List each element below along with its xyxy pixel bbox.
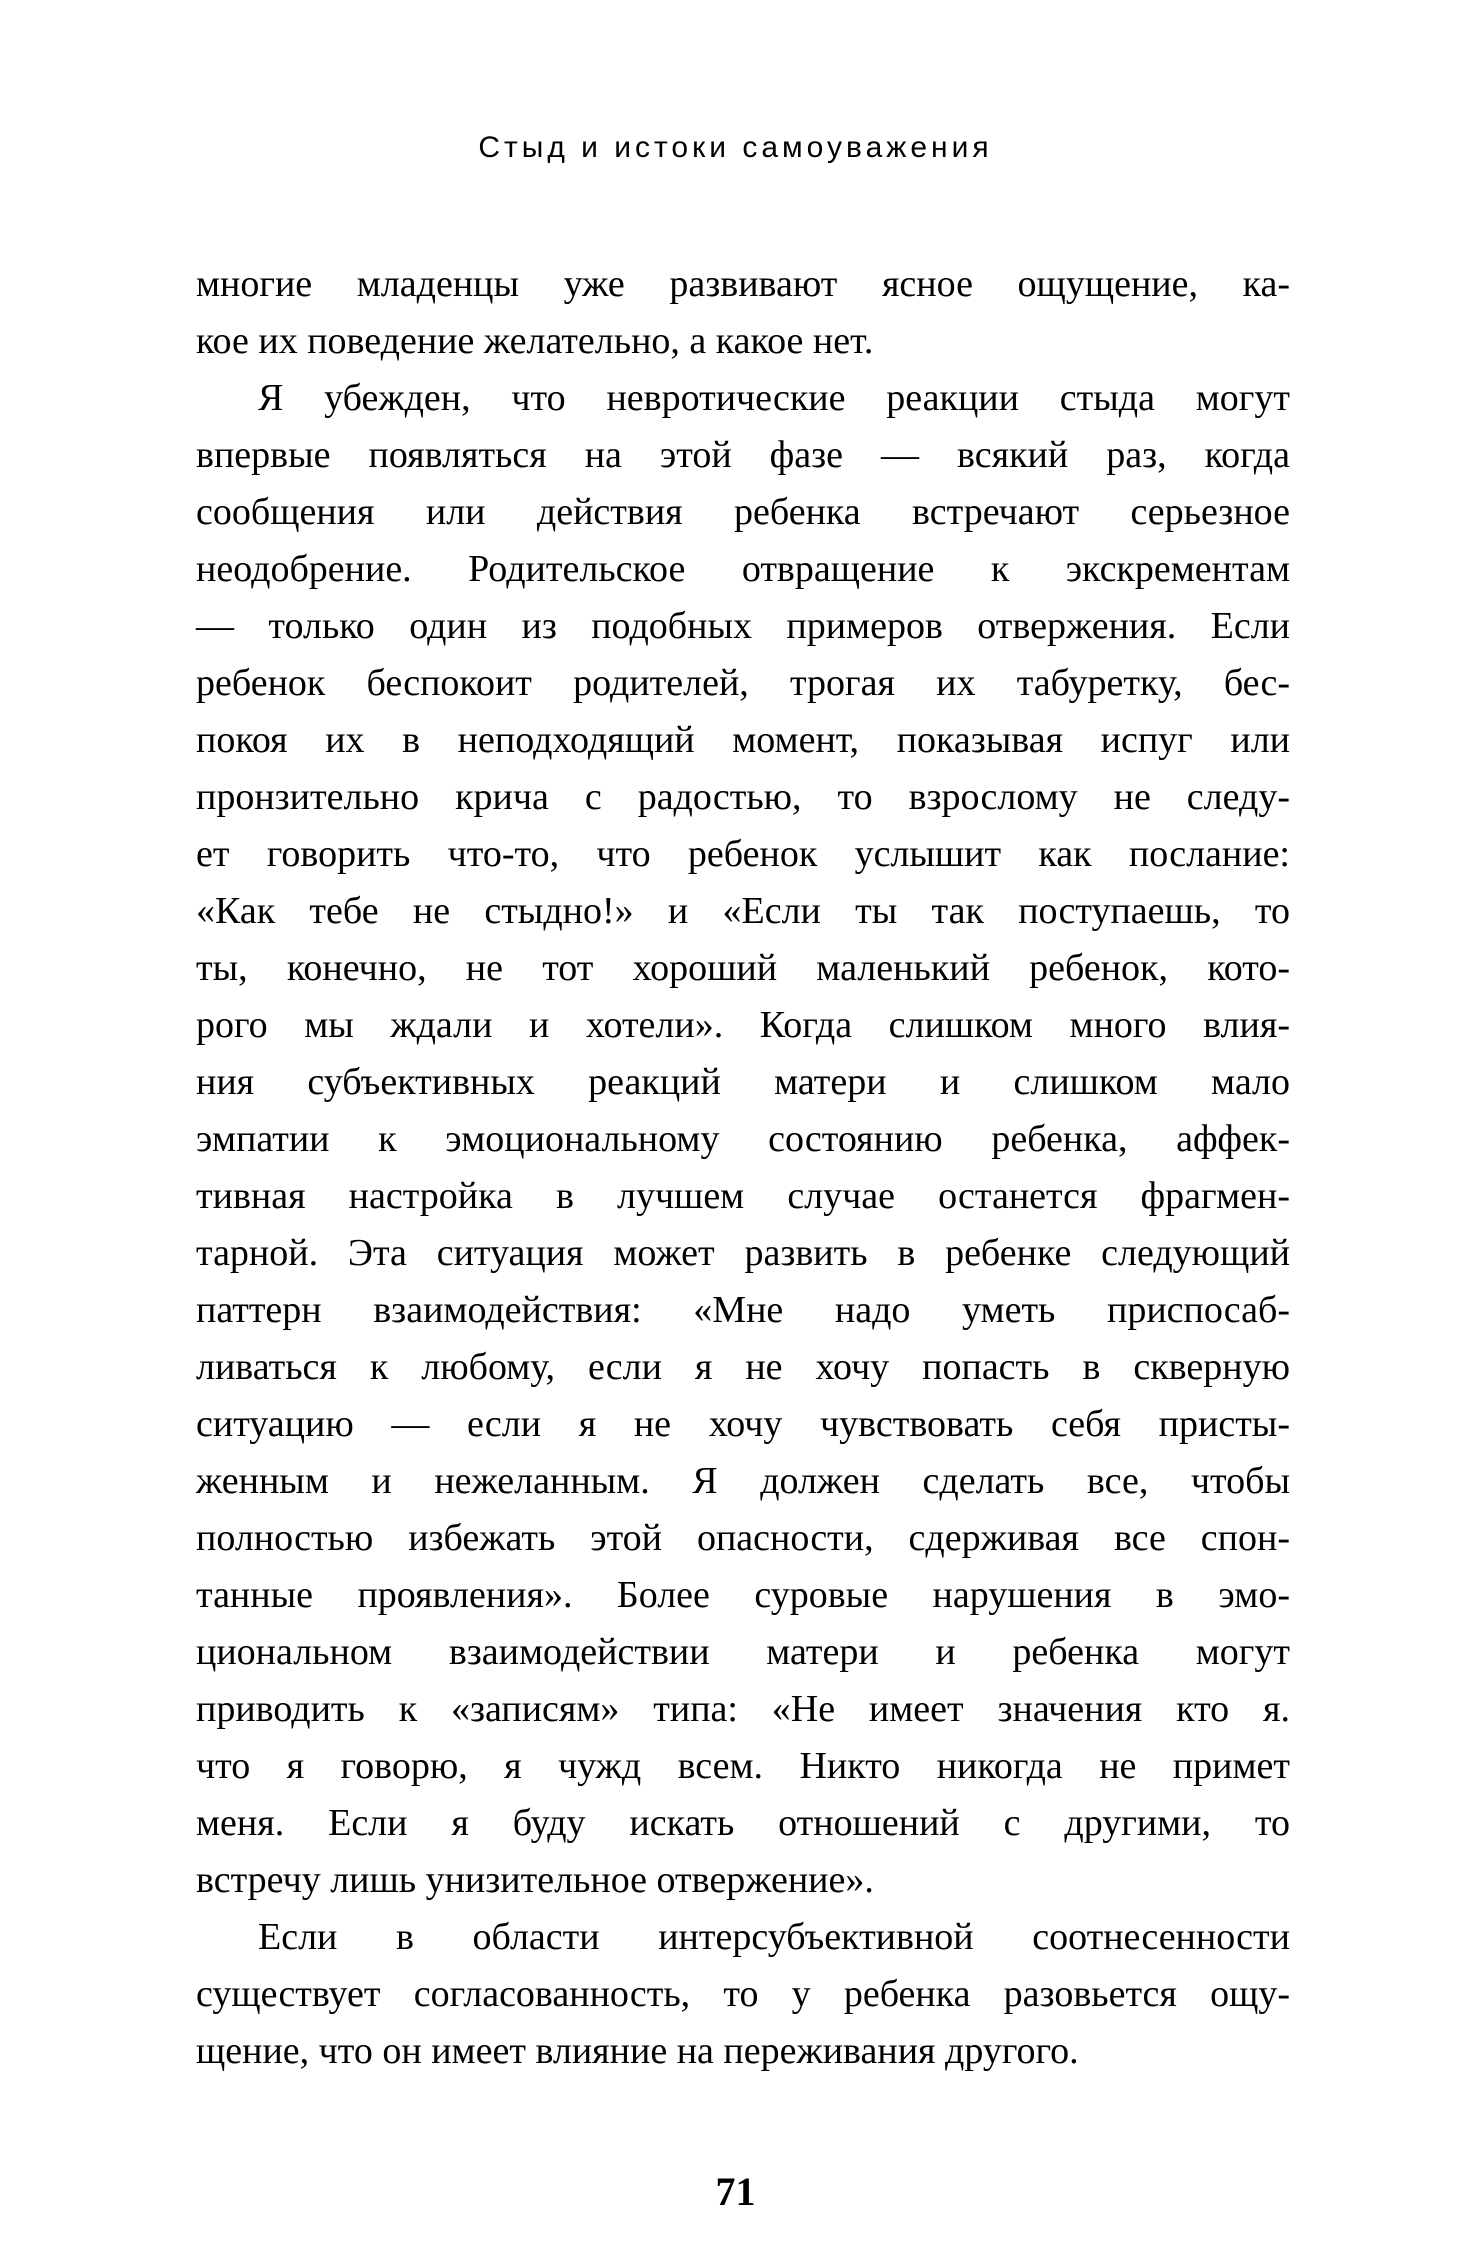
text-line: рого мы ждали и хотели». Когда слишком много влия- bbox=[196, 1004, 1290, 1046]
text-line: «Как тебе не стыдно!» и «Если ты так поступаешь, то bbox=[196, 890, 1290, 932]
text-line: циональном взаимодействии матери и ребенка могут bbox=[196, 1631, 1290, 1673]
page-number: 71 bbox=[715, 2169, 756, 2214]
text-line: впервые появляться на этой фазе — всякий раз, когда bbox=[196, 434, 1290, 476]
text-line: паттерн взаимодействия: «Мне надо уметь приспосаб- bbox=[196, 1289, 1290, 1331]
text-line: щение, что он имеет влияние на переживания другого. bbox=[196, 2030, 1079, 2072]
text-line: — только один из подобных примеров отвержения. Если bbox=[196, 605, 1290, 647]
text-line: пронзительно крича с радостью, то взрослому не следу- bbox=[196, 776, 1290, 818]
text-line: ты, конечно, не тот хороший маленький ребенок, кото- bbox=[196, 947, 1290, 989]
text-line: меня. Если я буду искать отношений с другими, то bbox=[196, 1802, 1290, 1844]
text-line: покоя их в неподходящий момент, показывая испуг или bbox=[196, 719, 1290, 761]
text-line: тарной. Эта ситуация может развить в ребенке следующий bbox=[196, 1232, 1290, 1274]
text-line: что я говорю, я чужд всем. Никто никогда не примет bbox=[196, 1745, 1290, 1787]
text-line: многие младенцы уже развивают ясное ощущение, ка- bbox=[196, 263, 1290, 305]
text-line: эмпатии к эмоциональному состоянию ребенка, аффек- bbox=[196, 1118, 1290, 1160]
text-line: встречу лишь унизительное отвержение». bbox=[196, 1859, 874, 1901]
text-line: ния субъективных реакций матери и слишком мало bbox=[196, 1061, 1290, 1103]
text-line: тивная настройка в лучшем случае останется фрагмен- bbox=[196, 1175, 1290, 1217]
text-line: ливаться к любому, если я не хочу попасть в скверную bbox=[196, 1346, 1290, 1388]
text-line: кое их поведение желательно, а какое нет. bbox=[196, 320, 874, 362]
text-line: приводить к «записям» типа: «Не имеет значения кто я. bbox=[196, 1688, 1290, 1730]
text-line: женным и нежеланным. Я должен сделать все, чтобы bbox=[196, 1460, 1290, 1502]
text-line: танные проявления». Более суровые нарушения в эмо- bbox=[196, 1574, 1290, 1616]
paragraph-first-line: Я убежден, что невротические реакции стыда могут bbox=[258, 377, 1290, 419]
text-line: полностью избежать этой опасности, сдерживая все спон- bbox=[196, 1517, 1290, 1559]
text-line: ситуацию — если я не хочу чувствовать себя присты- bbox=[196, 1403, 1290, 1445]
text-line: неодобрение. Родительское отвращение к экскрементам bbox=[196, 548, 1290, 590]
body-text bbox=[196, 256, 1290, 2080]
paragraph-first-line: Если в области интерсубъективной соотнесенности bbox=[258, 1916, 1290, 1958]
text-line: сообщения или действия ребенка встречают серьезное bbox=[196, 491, 1290, 533]
text-line: ет говорить что-то, что ребенок услышит как послание: bbox=[196, 833, 1290, 875]
text-line: ребенок беспокоит родителей, трогая их табуретку, бес- bbox=[196, 662, 1290, 704]
text-line: существует согласованность, то у ребенка разовьется ощу- bbox=[196, 1973, 1290, 2015]
running-title: Стыд и истоки самоуважения bbox=[478, 131, 993, 164]
